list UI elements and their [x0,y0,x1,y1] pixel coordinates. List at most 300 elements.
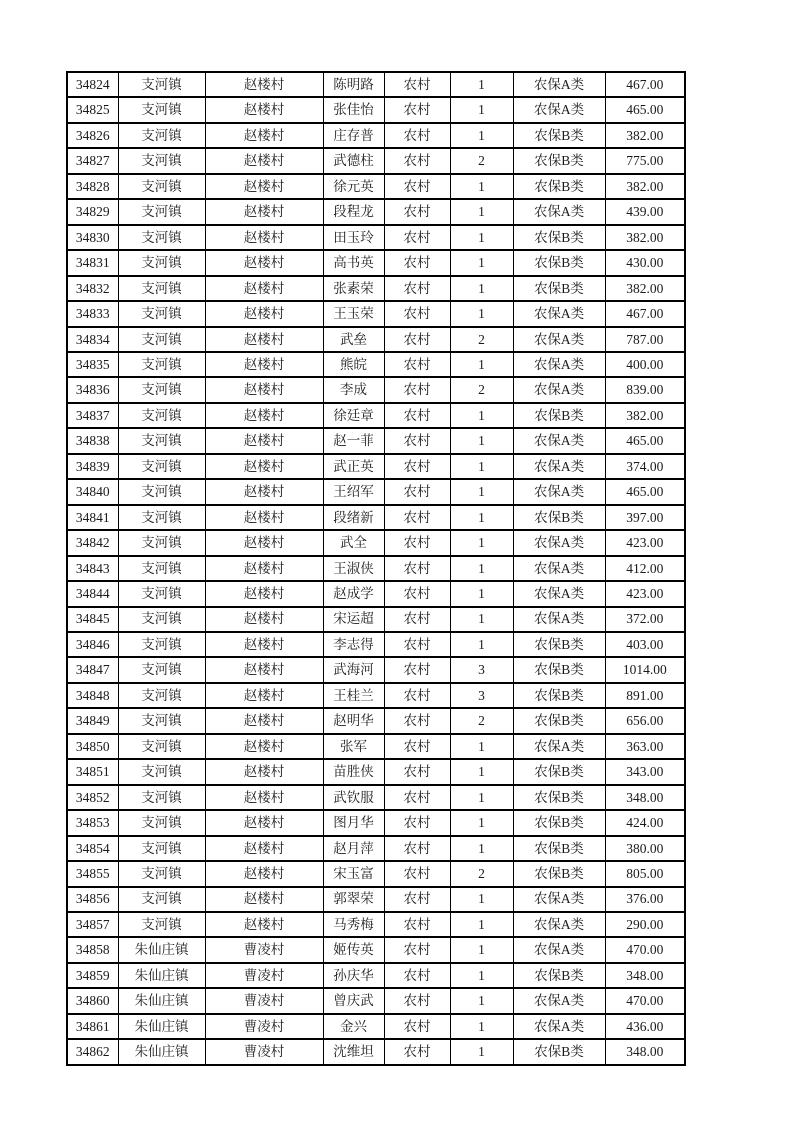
table-row [67,708,685,733]
cell-town: 支河镇 [118,225,205,250]
cell-residence_type: 农村 [384,199,450,224]
cell-name: 苗胜侠 [323,759,384,784]
cell-village: 赵楼村 [205,632,323,657]
cell-id: 34836 [67,377,118,402]
cell-village: 赵楼村 [205,683,323,708]
cell-id: 34824 [67,72,118,97]
cell-residence_type: 农村 [384,72,450,97]
cell-id: 34853 [67,810,118,835]
cell-residence_type: 农村 [384,708,450,733]
table-row [67,352,685,377]
cell-insurance_category: 农保A类 [513,352,605,377]
cell-amount: 656.00 [605,708,685,733]
cell-person_count: 1 [450,250,513,275]
cell-id: 34833 [67,301,118,326]
cell-id: 34840 [67,479,118,504]
cell-amount: 470.00 [605,937,685,962]
cell-amount: 891.00 [605,683,685,708]
cell-name: 赵月萍 [323,836,384,861]
cell-insurance_category: 农保B类 [513,861,605,886]
cell-name: 武正英 [323,454,384,479]
cell-town: 支河镇 [118,479,205,504]
cell-amount: 465.00 [605,97,685,122]
cell-village: 赵楼村 [205,734,323,759]
cell-village: 赵楼村 [205,454,323,479]
cell-amount: 839.00 [605,377,685,402]
cell-name: 王绍军 [323,479,384,504]
cell-town: 支河镇 [118,785,205,810]
cell-name: 庄存普 [323,123,384,148]
table-row [67,276,685,301]
cell-person_count: 1 [450,607,513,632]
cell-name: 马秀梅 [323,912,384,937]
cell-residence_type: 农村 [384,505,450,530]
table-row [67,759,685,784]
cell-village: 赵楼村 [205,250,323,275]
cell-amount: 775.00 [605,148,685,173]
cell-town: 支河镇 [118,810,205,835]
cell-name: 徐廷章 [323,403,384,428]
cell-name: 武全 [323,530,384,555]
cell-name: 田玉玲 [323,225,384,250]
cell-name: 金兴 [323,1014,384,1039]
cell-residence_type: 农村 [384,632,450,657]
cell-id: 34826 [67,123,118,148]
cell-name: 武钦服 [323,785,384,810]
cell-name: 段绪新 [323,505,384,530]
cell-id: 34845 [67,607,118,632]
cell-insurance_category: 农保B类 [513,657,605,682]
cell-residence_type: 农村 [384,556,450,581]
cell-village: 赵楼村 [205,428,323,453]
table-row [67,1014,685,1039]
cell-amount: 465.00 [605,428,685,453]
cell-insurance_category: 农保A类 [513,607,605,632]
cell-town: 支河镇 [118,454,205,479]
cell-village: 曹凌村 [205,1039,323,1065]
cell-residence_type: 农村 [384,225,450,250]
table-row [67,148,685,173]
cell-id: 34858 [67,937,118,962]
cell-person_count: 1 [450,301,513,326]
cell-village: 曹凌村 [205,937,323,962]
cell-residence_type: 农村 [384,836,450,861]
cell-id: 34857 [67,912,118,937]
cell-name: 张佳怡 [323,97,384,122]
cell-insurance_category: 农保A类 [513,734,605,759]
cell-insurance_category: 农保B类 [513,632,605,657]
cell-amount: 787.00 [605,327,685,352]
cell-village: 赵楼村 [205,810,323,835]
cell-amount: 423.00 [605,530,685,555]
cell-person_count: 1 [450,199,513,224]
cell-person_count: 1 [450,581,513,606]
cell-name: 徐元英 [323,174,384,199]
table-row [67,454,685,479]
cell-village: 赵楼村 [205,759,323,784]
table-row [67,887,685,912]
cell-id: 34827 [67,148,118,173]
table-row [67,225,685,250]
cell-amount: 348.00 [605,1039,685,1065]
cell-insurance_category: 农保B类 [513,708,605,733]
cell-person_count: 1 [450,225,513,250]
cell-person_count: 1 [450,530,513,555]
cell-id: 34846 [67,632,118,657]
cell-person_count: 1 [450,97,513,122]
cell-person_count: 1 [450,836,513,861]
cell-residence_type: 农村 [384,887,450,912]
cell-person_count: 1 [450,403,513,428]
cell-residence_type: 农村 [384,937,450,962]
cell-person_count: 1 [450,785,513,810]
table-row [67,97,685,122]
cell-id: 34832 [67,276,118,301]
cell-amount: 467.00 [605,72,685,97]
cell-insurance_category: 农保A类 [513,556,605,581]
table-row [67,785,685,810]
cell-person_count: 1 [450,810,513,835]
cell-village: 赵楼村 [205,352,323,377]
cell-residence_type: 农村 [384,352,450,377]
cell-village: 赵楼村 [205,912,323,937]
cell-town: 支河镇 [118,861,205,886]
cell-village: 赵楼村 [205,199,323,224]
benefits-roster-table [66,71,686,1066]
cell-town: 支河镇 [118,327,205,352]
table-row [67,1039,685,1065]
cell-insurance_category: 农保A类 [513,937,605,962]
cell-insurance_category: 农保A类 [513,887,605,912]
cell-id: 34837 [67,403,118,428]
cell-residence_type: 农村 [384,734,450,759]
cell-town: 支河镇 [118,352,205,377]
cell-id: 34841 [67,505,118,530]
cell-amount: 382.00 [605,276,685,301]
cell-amount: 470.00 [605,988,685,1013]
cell-town: 支河镇 [118,377,205,402]
cell-amount: 439.00 [605,199,685,224]
cell-person_count: 1 [450,632,513,657]
cell-person_count: 3 [450,657,513,682]
cell-village: 赵楼村 [205,301,323,326]
table-row [67,530,685,555]
cell-village: 曹凌村 [205,1014,323,1039]
cell-person_count: 1 [450,759,513,784]
cell-town: 支河镇 [118,428,205,453]
cell-residence_type: 农村 [384,963,450,988]
cell-name: 曾庆武 [323,988,384,1013]
cell-id: 34844 [67,581,118,606]
cell-id: 34825 [67,97,118,122]
cell-insurance_category: 农保B类 [513,148,605,173]
table-row [67,607,685,632]
cell-name: 王玉荣 [323,301,384,326]
table-row [67,199,685,224]
table-row [67,912,685,937]
cell-town: 支河镇 [118,759,205,784]
cell-name: 张军 [323,734,384,759]
table-row [67,72,685,97]
cell-amount: 397.00 [605,505,685,530]
cell-insurance_category: 农保A类 [513,327,605,352]
cell-person_count: 1 [450,912,513,937]
cell-town: 支河镇 [118,708,205,733]
table-row [67,963,685,988]
cell-village: 赵楼村 [205,607,323,632]
cell-town: 支河镇 [118,199,205,224]
cell-residence_type: 农村 [384,810,450,835]
cell-insurance_category: 农保A类 [513,581,605,606]
cell-residence_type: 农村 [384,327,450,352]
table-row [67,301,685,326]
cell-town: 支河镇 [118,657,205,682]
cell-residence_type: 农村 [384,97,450,122]
cell-amount: 380.00 [605,836,685,861]
cell-id: 34859 [67,963,118,988]
cell-village: 赵楼村 [205,530,323,555]
cell-name: 宋运超 [323,607,384,632]
cell-name: 武海河 [323,657,384,682]
table-row [67,632,685,657]
cell-town: 支河镇 [118,581,205,606]
cell-amount: 382.00 [605,123,685,148]
table-row [67,988,685,1013]
cell-name: 姬传英 [323,937,384,962]
cell-residence_type: 农村 [384,301,450,326]
table-row [67,556,685,581]
cell-residence_type: 农村 [384,683,450,708]
cell-person_count: 1 [450,123,513,148]
cell-residence_type: 农村 [384,530,450,555]
cell-residence_type: 农村 [384,785,450,810]
cell-village: 赵楼村 [205,861,323,886]
cell-residence_type: 农村 [384,657,450,682]
cell-amount: 1014.00 [605,657,685,682]
cell-town: 支河镇 [118,505,205,530]
cell-town: 支河镇 [118,250,205,275]
cell-id: 34848 [67,683,118,708]
cell-town: 支河镇 [118,556,205,581]
cell-insurance_category: 农保A类 [513,454,605,479]
cell-town: 支河镇 [118,174,205,199]
cell-name: 李志得 [323,632,384,657]
cell-id: 34849 [67,708,118,733]
cell-village: 赵楼村 [205,377,323,402]
table-row [67,327,685,352]
cell-insurance_category: 农保A类 [513,912,605,937]
cell-amount: 382.00 [605,174,685,199]
table-row [67,428,685,453]
cell-name: 赵成学 [323,581,384,606]
cell-village: 赵楼村 [205,657,323,682]
cell-village: 赵楼村 [205,225,323,250]
cell-insurance_category: 农保A类 [513,97,605,122]
cell-town: 支河镇 [118,123,205,148]
cell-amount: 372.00 [605,607,685,632]
cell-name: 熊皖 [323,352,384,377]
cell-name: 赵一菲 [323,428,384,453]
table-row [67,581,685,606]
cell-town: 支河镇 [118,887,205,912]
cell-residence_type: 农村 [384,377,450,402]
table-row [67,734,685,759]
cell-residence_type: 农村 [384,1014,450,1039]
cell-village: 赵楼村 [205,403,323,428]
cell-residence_type: 农村 [384,479,450,504]
cell-person_count: 1 [450,1014,513,1039]
cell-residence_type: 农村 [384,454,450,479]
cell-person_count: 1 [450,479,513,504]
cell-town: 支河镇 [118,403,205,428]
table-row [67,123,685,148]
cell-town: 朱仙庄镇 [118,1039,205,1065]
cell-insurance_category: 农保B类 [513,810,605,835]
cell-name: 王淑侠 [323,556,384,581]
cell-residence_type: 农村 [384,276,450,301]
cell-id: 34834 [67,327,118,352]
cell-residence_type: 农村 [384,250,450,275]
cell-person_count: 1 [450,734,513,759]
cell-town: 支河镇 [118,301,205,326]
cell-residence_type: 农村 [384,428,450,453]
cell-amount: 374.00 [605,454,685,479]
cell-residence_type: 农村 [384,581,450,606]
cell-person_count: 1 [450,454,513,479]
cell-id: 34835 [67,352,118,377]
cell-town: 支河镇 [118,148,205,173]
cell-person_count: 1 [450,72,513,97]
cell-insurance_category: 农保B类 [513,174,605,199]
table-row [67,861,685,886]
table-row [67,683,685,708]
cell-amount: 465.00 [605,479,685,504]
cell-id: 34852 [67,785,118,810]
cell-insurance_category: 农保A类 [513,72,605,97]
cell-insurance_category: 农保B类 [513,759,605,784]
cell-residence_type: 农村 [384,123,450,148]
cell-name: 张素荣 [323,276,384,301]
cell-town: 支河镇 [118,97,205,122]
table-row [67,174,685,199]
cell-village: 赵楼村 [205,72,323,97]
cell-amount: 424.00 [605,810,685,835]
cell-name: 陈明路 [323,72,384,97]
cell-id: 34843 [67,556,118,581]
roster-table-body [67,72,685,1065]
cell-amount: 400.00 [605,352,685,377]
cell-id: 34838 [67,428,118,453]
cell-amount: 423.00 [605,581,685,606]
cell-name: 李成 [323,377,384,402]
cell-insurance_category: 农保B类 [513,225,605,250]
cell-village: 赵楼村 [205,123,323,148]
cell-insurance_category: 农保A类 [513,428,605,453]
cell-person_count: 1 [450,1039,513,1065]
table-row [67,657,685,682]
cell-person_count: 1 [450,276,513,301]
cell-residence_type: 农村 [384,403,450,428]
cell-insurance_category: 农保B类 [513,785,605,810]
cell-residence_type: 农村 [384,912,450,937]
cell-id: 34831 [67,250,118,275]
cell-person_count: 1 [450,505,513,530]
cell-name: 武德柱 [323,148,384,173]
cell-insurance_category: 农保A类 [513,1014,605,1039]
cell-name: 段程龙 [323,199,384,224]
cell-village: 赵楼村 [205,327,323,352]
cell-person_count: 2 [450,327,513,352]
cell-person_count: 1 [450,963,513,988]
cell-id: 34856 [67,887,118,912]
cell-residence_type: 农村 [384,759,450,784]
cell-village: 赵楼村 [205,505,323,530]
cell-amount: 467.00 [605,301,685,326]
cell-amount: 436.00 [605,1014,685,1039]
cell-id: 34854 [67,836,118,861]
cell-person_count: 1 [450,988,513,1013]
table-row [67,403,685,428]
cell-id: 34861 [67,1014,118,1039]
cell-village: 赵楼村 [205,785,323,810]
cell-name: 郭翠荣 [323,887,384,912]
cell-town: 支河镇 [118,632,205,657]
cell-person_count: 1 [450,887,513,912]
cell-village: 赵楼村 [205,708,323,733]
cell-insurance_category: 农保A类 [513,479,605,504]
cell-amount: 805.00 [605,861,685,886]
cell-amount: 382.00 [605,403,685,428]
cell-amount: 348.00 [605,785,685,810]
cell-village: 赵楼村 [205,581,323,606]
cell-town: 朱仙庄镇 [118,988,205,1013]
cell-name: 王桂兰 [323,683,384,708]
cell-amount: 376.00 [605,887,685,912]
cell-amount: 290.00 [605,912,685,937]
cell-id: 34828 [67,174,118,199]
cell-id: 34830 [67,225,118,250]
cell-id: 34855 [67,861,118,886]
cell-name: 赵明华 [323,708,384,733]
cell-insurance_category: 农保B类 [513,683,605,708]
cell-residence_type: 农村 [384,988,450,1013]
cell-person_count: 2 [450,148,513,173]
cell-id: 34862 [67,1039,118,1065]
cell-insurance_category: 农保A类 [513,988,605,1013]
cell-person_count: 1 [450,174,513,199]
cell-village: 赵楼村 [205,887,323,912]
cell-id: 34860 [67,988,118,1013]
cell-person_count: 1 [450,937,513,962]
cell-amount: 430.00 [605,250,685,275]
cell-town: 支河镇 [118,836,205,861]
table-row [67,377,685,402]
cell-insurance_category: 农保B类 [513,276,605,301]
cell-amount: 403.00 [605,632,685,657]
cell-village: 赵楼村 [205,836,323,861]
cell-village: 赵楼村 [205,148,323,173]
cell-insurance_category: 农保A类 [513,301,605,326]
cell-name: 沈维坦 [323,1039,384,1065]
cell-insurance_category: 农保B类 [513,250,605,275]
cell-person_count: 2 [450,708,513,733]
cell-town: 支河镇 [118,683,205,708]
cell-name: 孙庆华 [323,963,384,988]
cell-insurance_category: 农保B类 [513,505,605,530]
cell-residence_type: 农村 [384,607,450,632]
cell-insurance_category: 农保B类 [513,123,605,148]
cell-town: 支河镇 [118,276,205,301]
